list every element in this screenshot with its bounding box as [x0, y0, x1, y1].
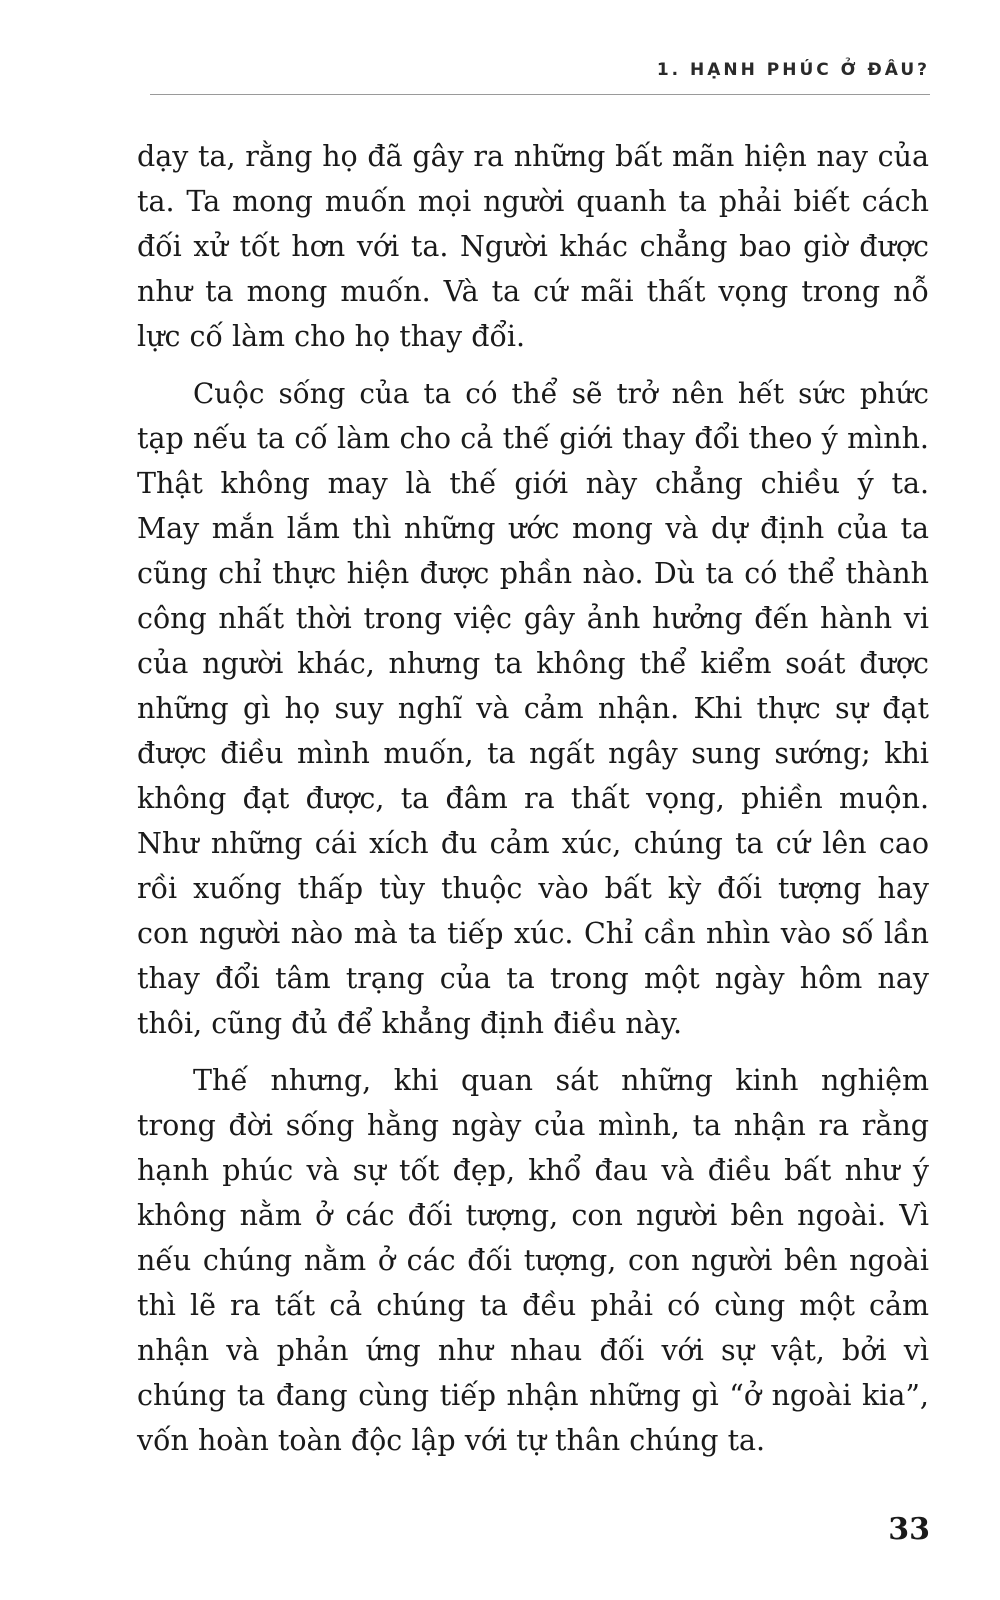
- body-text: [137, 134, 929, 1463]
- text-line: Như những cái xích đu cảm xúc, chúng ta cứ lên cao: [137, 827, 929, 860]
- text-line: hạnh phúc và sự tốt đẹp, khổ đau và điều bất như ý: [137, 1154, 929, 1187]
- text-line: lực cố làm cho họ thay đổi.: [137, 320, 526, 353]
- text-line: trong đời sống hằng ngày của mình, ta nhận ra rằng: [137, 1109, 929, 1142]
- text-line: con người nào mà ta tiếp xúc. Chỉ cần nhìn vào số lần: [137, 917, 929, 950]
- text-line: cũng chỉ thực hiện được phần nào. Dù ta có thể thành: [137, 557, 929, 590]
- text-line: những gì họ suy nghĩ và cảm nhận. Khi thực sự đạt: [137, 692, 929, 725]
- text-line: không đạt được, ta đâm ra thất vọng, phiền muộn.: [137, 782, 929, 815]
- header-divider: [150, 94, 930, 95]
- text-line: Cuộc sống của ta có thể sẽ trở nên hết sức phức: [193, 377, 929, 410]
- text-line: dạy ta, rằng họ đã gây ra những bất mãn hiện nay của: [137, 140, 929, 173]
- text-line: ta. Ta mong muốn mọi người quanh ta phải biết cách: [137, 185, 929, 218]
- text-line: nhận và phản ứng như nhau đối với sự vật, bởi vì: [137, 1334, 929, 1367]
- text-line: thì lẽ ra tất cả chúng ta đều phải có cùng một cảm: [137, 1289, 929, 1322]
- text-line: rồi xuống thấp tùy thuộc vào bất kỳ đối tượng hay: [137, 872, 929, 905]
- text-line: chúng ta đang cùng tiếp nhận những gì “ở ngoài kia”,: [137, 1379, 929, 1412]
- text-line: thay đổi tâm trạng của ta trong một ngày hôm nay: [137, 962, 929, 995]
- paragraph-2: [137, 371, 929, 1046]
- text-line: đối xử tốt hơn với ta. Người khác chẳng bao giờ được: [137, 230, 929, 263]
- text-line: May mắn lắm thì những ước mong và dự định của ta: [137, 512, 929, 545]
- paragraph-1: [137, 134, 929, 359]
- running-header: 1. HẠNH PHÚC Ở ĐÂU?: [656, 60, 930, 80]
- text-line: nếu chúng nằm ở các đối tượng, con người bên ngoài: [137, 1244, 929, 1277]
- text-line: công nhất thời trong việc gây ảnh hưởng đến hành vi: [137, 602, 929, 635]
- text-line: được điều mình muốn, ta ngất ngây sung sướng; khi: [137, 737, 929, 770]
- text-line: Thế nhưng, khi quan sát những kinh nghiệm: [193, 1064, 929, 1097]
- text-line: không nằm ở các đối tượng, con người bên ngoài. Vì: [137, 1199, 929, 1232]
- text-line: thôi, cũng đủ để khẳng định điều này.: [137, 1007, 683, 1040]
- text-line: vốn hoàn toàn độc lập với tự thân chúng ta.: [137, 1424, 766, 1457]
- text-line: của người khác, nhưng ta không thể kiểm soát được: [137, 647, 929, 680]
- text-line: tạp nếu ta cố làm cho cả thế giới thay đổi theo ý mình.: [137, 422, 929, 455]
- text-line: Thật không may là thế giới này chẳng chiều ý ta.: [137, 467, 929, 500]
- paragraph-3: [137, 1058, 929, 1463]
- page-number: 33: [888, 1512, 930, 1547]
- text-line: như ta mong muốn. Và ta cứ mãi thất vọng trong nỗ: [137, 275, 929, 308]
